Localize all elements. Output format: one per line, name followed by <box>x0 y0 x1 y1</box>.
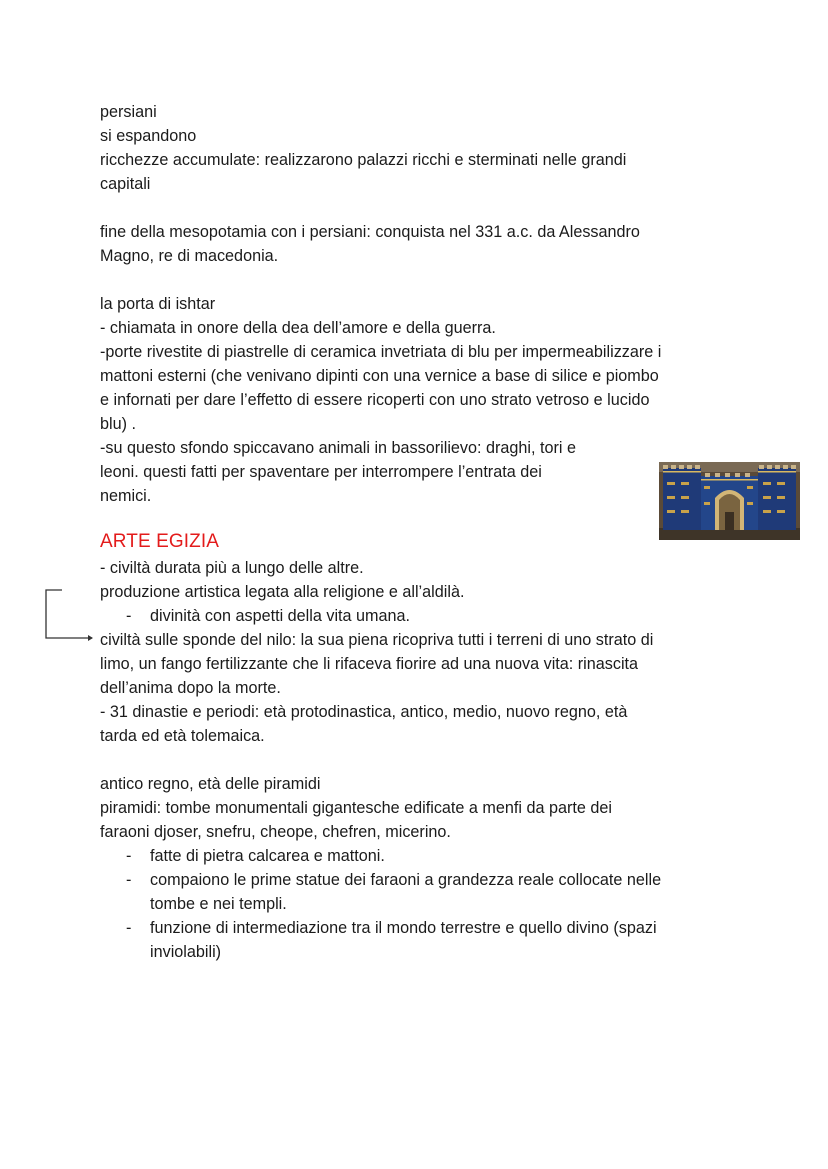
text-line: si espandono <box>100 127 197 145</box>
text-line: dell’anima dopo la morte. <box>100 679 281 697</box>
text-line: produzione artistica legata alla religione e all’aldilà. <box>100 583 465 601</box>
text-line: -su questo sfondo spiccavano animali in bassorilievo: draghi, tori e <box>100 439 576 457</box>
text-line: civiltà sulle sponde del nilo: la sua piena ricopriva tutti i terreni di uno strato di <box>100 631 654 649</box>
subheading-ishtar: la porta di ishtar <box>100 295 216 313</box>
subheading-antico-regno: antico regno, età delle piramidi <box>100 775 321 793</box>
bullet-dash: - <box>126 607 132 625</box>
text-line: faraoni djoser, snefru, cheope, chefren, micerino. <box>100 823 451 841</box>
bullet-item-continued: inviolabili) <box>150 943 222 961</box>
text-line: e infornati per dare l’effetto di essere ricoperti con uno strato vetroso e lucido <box>100 391 650 409</box>
bullet-dash: - <box>126 871 132 889</box>
text-line: -porte rivestite di piastrelle di ceramica invetriata di blu per impermeabilizzare i <box>100 343 662 361</box>
bullet-dash: - <box>126 847 132 865</box>
text-line: - chiamata in onore della dea dell’amore e della guerra. <box>100 319 496 337</box>
text-line: fine della mesopotamia con i persiani: conquista nel 331 a.c. da Alessandro <box>100 223 640 241</box>
text-line: limo, un fango fertilizzante che li rifaceva fiorire ad una nuova vita: rinascita <box>100 655 639 673</box>
text-line: capitali <box>100 175 151 193</box>
text-line: Magno, re di macedonia. <box>100 247 279 265</box>
bullet-item: divinità con aspetti della vita umana. <box>150 607 411 625</box>
bullet-item: funzione di intermediazione tra il mondo terrestre e quello divino (spazi <box>150 919 657 937</box>
bullet-item: compaiono le prime statue dei faraoni a grandezza reale collocate nelle <box>150 871 662 889</box>
text-line: ricchezze accumulate: realizzarono palazzi ricchi e sterminati nelle grandi <box>100 151 627 169</box>
bullet-item-continued: tombe e nei templi. <box>150 895 287 913</box>
ishtar-gate-image <box>659 462 800 540</box>
bracket-arrow-icon <box>40 588 96 644</box>
text-line: - 31 dinastie e periodi: età protodinastica, antico, medio, nuovo regno, età <box>100 703 628 721</box>
text-line: blu) . <box>100 415 136 433</box>
text-line: mattoni esterni (che venivano dipinti con una vernice a base di silice e piombo <box>100 367 659 385</box>
text-line: tarda ed età tolemaica. <box>100 727 265 745</box>
text-line: nemici. <box>100 487 152 505</box>
text-line: leoni. questi fatti per spaventare per interrompere l’entrata dei <box>100 463 542 481</box>
section-heading-arte-egizia: ARTE EGIZIA <box>100 531 219 552</box>
text-line: piramidi: tombe monumentali gigantesche edificate a menfi da parte dei <box>100 799 612 817</box>
bullet-item: fatte di pietra calcarea e mattoni. <box>150 847 385 865</box>
text-line: - civiltà durata più a lungo delle altre. <box>100 559 364 577</box>
text-line: persiani <box>100 103 157 121</box>
bullet-dash: - <box>126 919 132 937</box>
